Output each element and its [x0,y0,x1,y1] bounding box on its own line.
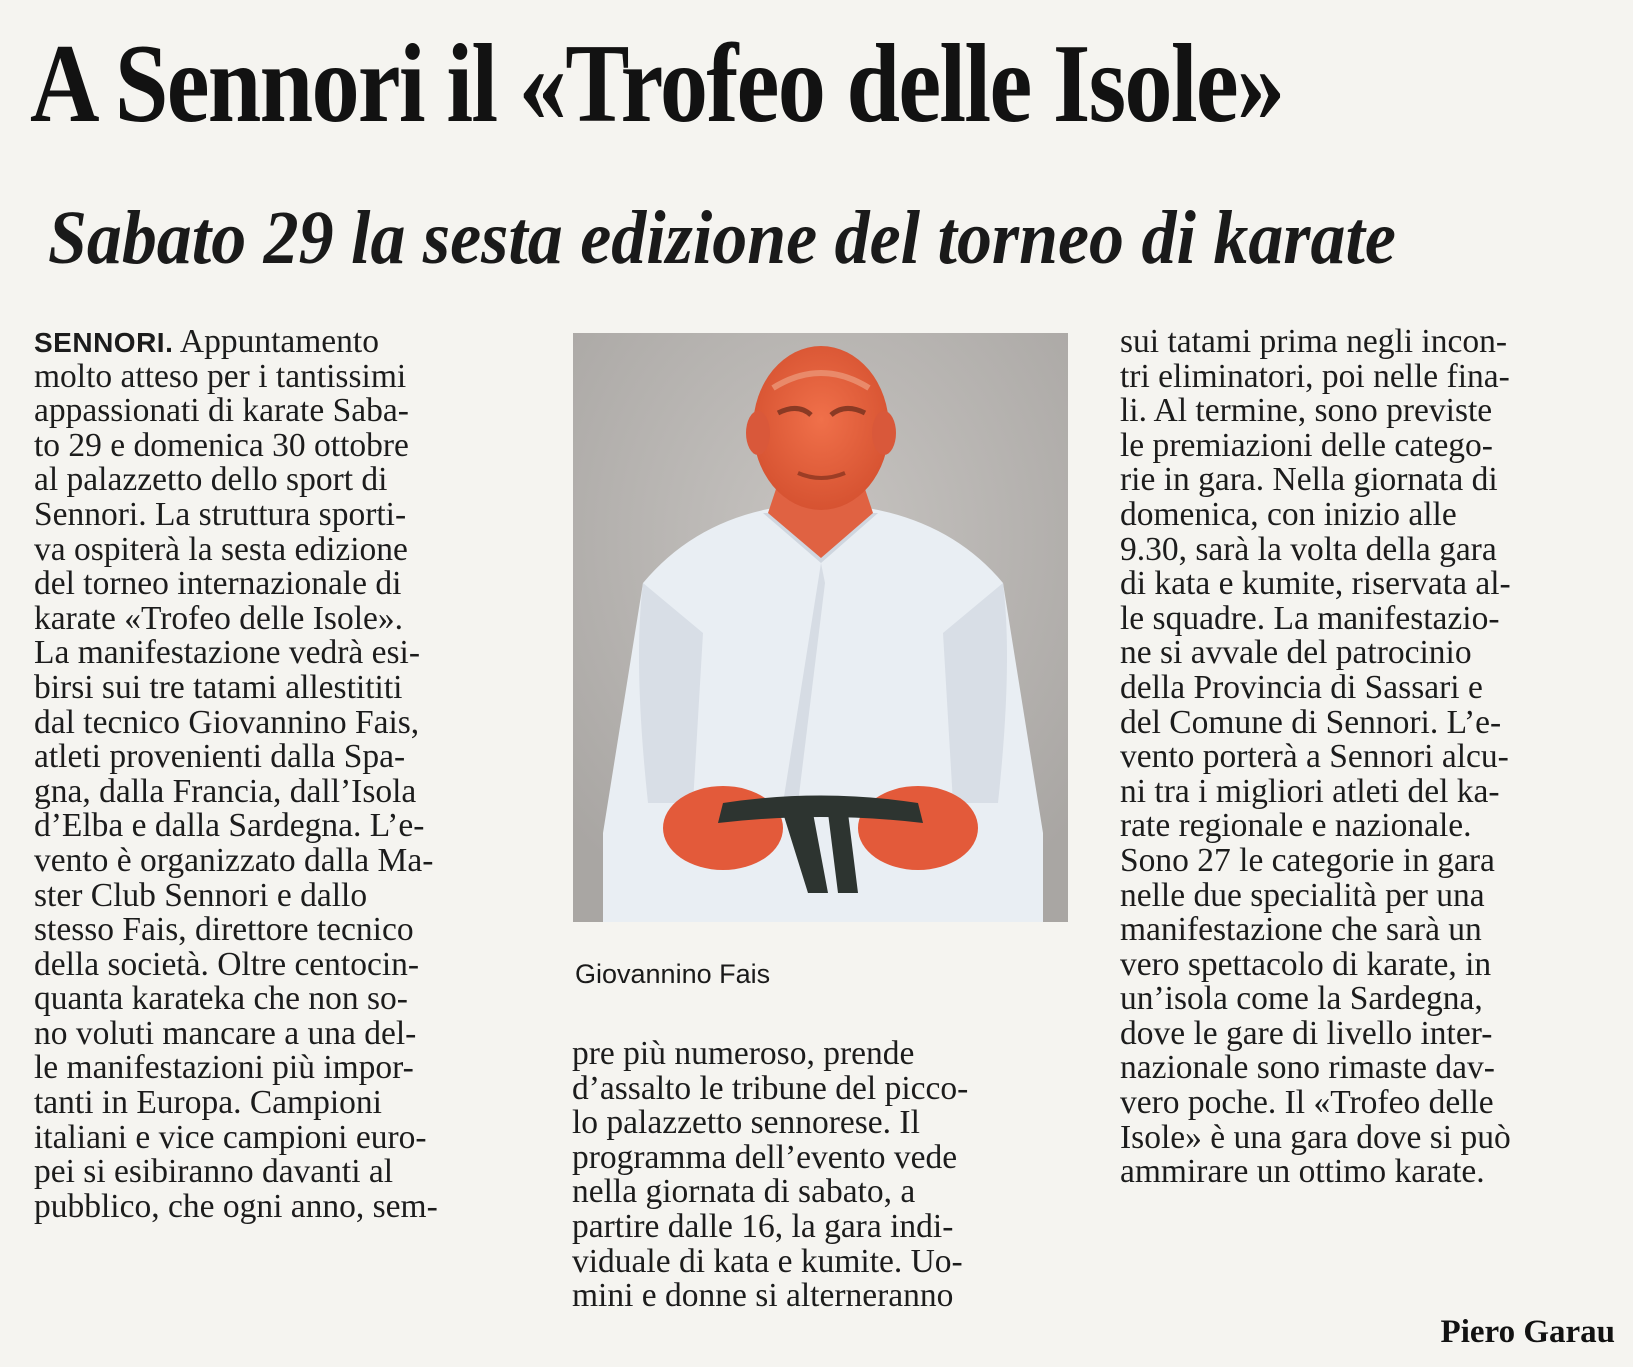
article-line: dal tecnico Giovannino Fais, [34,705,420,741]
article-line: birsi sui tre tatami allestititi [34,670,403,706]
article-line: pre più numeroso, prende [572,1037,915,1072]
article-line: pubblico, che ogni anno, sem- [34,1189,438,1225]
article-line: La manifestazione vedrà esi- [34,636,420,671]
article-line: partire dalle 16, la gara indi- [572,1209,954,1245]
article-line: lo palazzetto sennorese. Il [572,1106,920,1141]
article-line: del Comune di Sennori. L’e- [1120,705,1502,741]
article-line: nella giornata di sabato, a [572,1175,916,1210]
subheadline: Sabato 29 la sesta edizione del torneo di karate [48,196,1396,280]
article-line: ster Club Sennori e dallo [34,878,368,914]
article-line: del torneo internazionale di [34,567,402,602]
article-column-2 [572,1037,1070,1314]
article-line: mini e donne si alterneranno [572,1279,954,1314]
article-line: sui tatami prima negli incon- [1120,325,1508,360]
article-line: to 29 e domenica 30 ottobre [34,428,409,464]
article-line: vento è organizzato dalla Ma- [34,843,434,879]
article-line: Sennori. La struttura sporti- [34,497,407,533]
article-line: italiani e vice campioni euro- [34,1120,427,1156]
article-line: al palazzetto dello sport di [34,463,388,498]
article-line: pei si esibiranno davanti al [34,1155,394,1190]
article-line: le manifestazioni più impor- [34,1051,414,1087]
article-line: Isole» è una gara dove si può [1120,1120,1511,1156]
article-line: programma dell’evento vede [572,1140,958,1176]
article-line: 9.30, sarà la volta della gara [1120,532,1497,568]
article-line: un’isola come la Sardegna, [1120,982,1483,1017]
byline: Piero Garau [1440,1314,1615,1350]
article-line: le squadre. La manifestazio- [1120,601,1500,637]
article-line: atleti provenienti dalla Spa- [34,740,406,775]
article-line: tri eliminatori, poi nelle fina- [1120,359,1510,395]
article-line: viduale di kata e kumite. Uo- [572,1244,963,1280]
karate-master-portrait [573,333,1068,922]
article-line: della società. Oltre centocin- [34,947,420,983]
article-column-3 [1120,325,1618,1190]
article-line: molto atteso per i tantissimi [34,359,407,395]
article-line: rie in gara. Nella giornata di [1120,463,1498,498]
article-line: quanta karateka che non so- [34,982,408,1017]
article-line: li. Al termine, sono previste [1120,394,1493,429]
dateline: SENNORI. [34,327,174,358]
article-line: manifestazione che sarà un [1120,913,1482,948]
article-line: rate regionale e nazionale. [1120,809,1472,844]
photo-caption: Giovannino Fais [575,959,771,989]
article-line: tanti in Europa. Campioni [34,1086,382,1121]
article-line: dove le gare di livello inter- [1120,1016,1493,1052]
article-line: della Provincia di Sassari e [1120,670,1483,706]
article-line: Sono 27 le categorie in gara [1120,843,1495,879]
article-line: no voluti mancare a una del- [34,1016,417,1052]
article-column-1 [34,325,522,1224]
article-line: ne si avvale del patrocinio [1120,636,1472,671]
article-line: ni tra i migliori atleti del ka- [1120,774,1500,810]
article-line: ammirare un ottimo karate. [1120,1155,1485,1190]
article-line: nelle due specialità per una [1120,878,1485,914]
article-line [34,325,522,360]
article-line: d’Elba e dalla Sardegna. L’e- [34,809,425,844]
article-line: stesso Fais, direttore tecnico [34,913,414,948]
article-line: vero spettacolo di karate, in [1120,947,1492,983]
headline: A Sennori il «Trofeo delle Isole» [30,22,1284,146]
portrait-photo [573,333,1068,922]
article-line: gna, dalla Francia, dall’Isola [34,774,417,810]
article-line: nazionale sono rimaste dav- [1120,1051,1495,1087]
article-line: vento porterà a Sennori alcu- [1120,740,1509,775]
article-line: d’assalto le tribune del picco- [572,1071,969,1107]
article-line: di kata e kumite, riservata al- [1120,567,1511,602]
article-line: appassionati di karate Saba- [34,394,409,429]
article-line-text: Appuntamento [173,325,379,360]
article-line: va ospiterà la sesta edizione [34,532,408,568]
article-line: domenica, con inizio alle [1120,497,1457,533]
article-line: vero poche. Il «Trofeo delle [1120,1086,1494,1121]
article-line: karate «Trofeo delle Isole». [34,601,404,637]
article-line: le premiazioni delle catego- [1120,428,1493,464]
